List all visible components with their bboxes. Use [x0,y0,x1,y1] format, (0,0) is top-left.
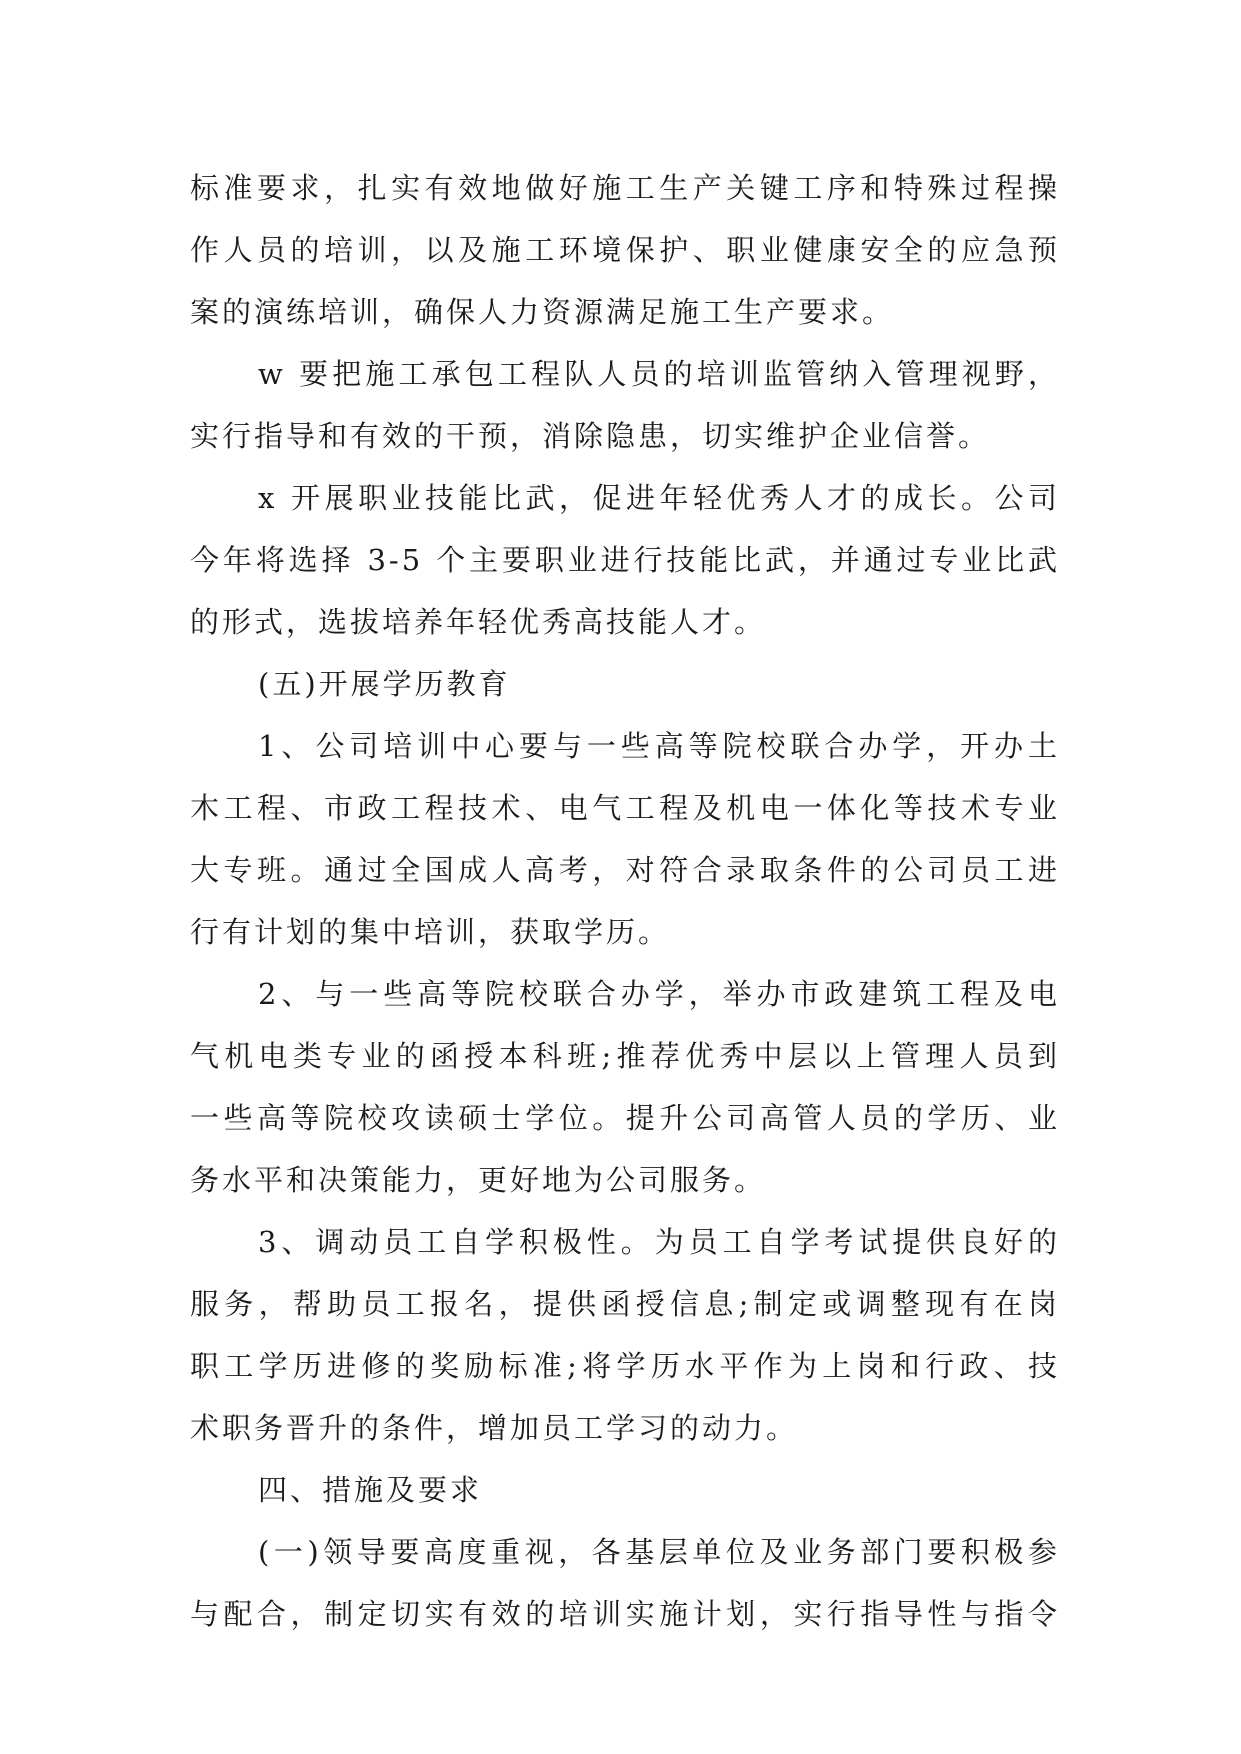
text-line: 的形式，选拔培养年轻优秀高技能人才。 [190,605,767,639]
text-line: 服务，帮助员工报名，提供函授信息;制定或调整现有在岗 [190,1287,1060,1321]
text-line: 职工学历进修的奖励标准;将学历水平作为上岗和行政、技 [190,1349,1060,1383]
text-line: 与配合，制定切实有效的培训实施计划，实行指导性与指令 [190,1597,1060,1631]
document-body [190,157,1060,1645]
text-line: 四、措施及要求 [258,1473,483,1507]
text-line: w 要把施工承包工程队人员的培训监管纳入管理视野， [258,357,1060,391]
text-line: x 开展职业技能比武，促进年轻优秀人才的成长。公司 [258,481,1060,515]
text-line: 木工程、市政工程技术、电气工程及机电一体化等技术专业 [190,791,1060,825]
text-line: 务水平和决策能力，更好地为公司服务。 [190,1163,767,1197]
text-line: (五)开展学历教育 [258,667,511,701]
text-line: 术职务晋升的条件，增加员工学习的动力。 [190,1411,799,1445]
text-line: 实行指导和有效的干预，消除隐患，切实维护企业信誉。 [190,419,991,453]
text-line: 3、调动员工自学积极性。为员工自学考试提供良好的 [258,1225,1060,1259]
text-line: 大专班。通过全国成人高考，对符合录取条件的公司员工进 [190,853,1060,887]
text-line: 案的演练培训，确保人力资源满足施工生产要求。 [190,295,895,329]
text-line: 今年将选择 3-5 个主要职业进行技能比武，并通过专业比武 [190,543,1060,577]
text-line: (一)领导要高度重视，各基层单位及业务部门要积极参 [258,1535,1060,1569]
text-line: 1、公司培训中心要与一些高等院校联合办学，开办土 [258,729,1060,763]
text-line: 作人员的培训，以及施工环境保护、职业健康安全的应急预 [190,233,1060,267]
text-line: 2、与一些高等院校联合办学，举办市政建筑工程及电 [258,977,1060,1011]
text-line: 标准要求，扎实有效地做好施工生产关键工序和特殊过程操 [190,171,1060,205]
text-line: 气机电类专业的函授本科班;推荐优秀中层以上管理人员到 [190,1039,1060,1073]
text-line: 一些高等院校攻读硕士学位。提升公司高管人员的学历、业 [190,1101,1060,1135]
text-line: 行有计划的集中培训，获取学历。 [190,915,671,949]
